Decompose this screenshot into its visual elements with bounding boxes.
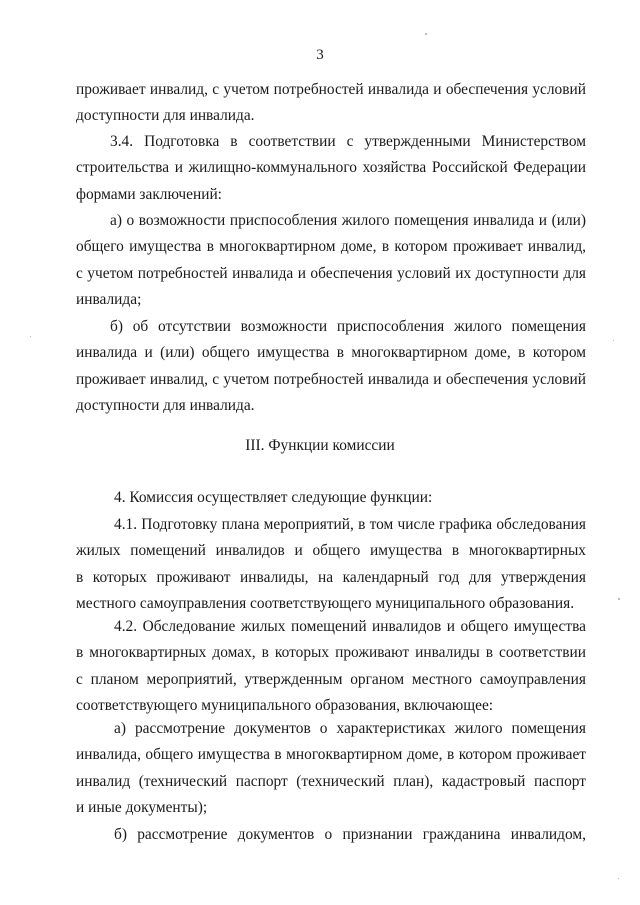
text-line: инвалид (технический паспорт (технический план), кадастровый паспорт — [76, 772, 586, 790]
paragraph-continuation — [76, 77, 586, 130]
text-line: местного самоуправления соответствующего муниципального образования. — [76, 594, 575, 612]
scan-speck — [613, 340, 614, 341]
text-line: доступности для инвалида. — [76, 396, 255, 414]
text-line: в многоквартирных домах, в которых проживают инвалиды в соответствии — [76, 644, 586, 662]
page-number: 3 — [316, 47, 324, 63]
scan-speck — [618, 878, 619, 879]
text-line: инвалида; — [76, 290, 142, 308]
text-line: а) о возможности приспособления жилого помещения инвалида и (или) — [110, 212, 586, 229]
paragraph-4 — [76, 485, 586, 511]
paragraph-4-2-b — [76, 822, 586, 848]
scan-speck — [425, 33, 427, 35]
paragraph-3-4 — [76, 129, 586, 208]
text-line: 4. Комиссия осуществляет следующие функции: — [114, 489, 433, 506]
section-heading: III. Функции комиссии — [245, 437, 395, 454]
text-line: 3.4. Подготовка в соответствии с утвержденными Министерством — [110, 133, 586, 150]
paragraph-4-2 — [76, 614, 586, 719]
text-line: с планом мероприятий, утвержденным органом местного самоуправления — [76, 670, 586, 688]
text-line: строительства и жилищно-коммунального хозяйства Российской Федерации — [76, 159, 586, 177]
text-line: 4.2. Обследование жилых помещений инвалидов и общего имущества — [114, 618, 586, 635]
paragraph-3-4-b — [76, 314, 586, 419]
text-line: формами заключений: — [76, 185, 222, 203]
text-line: инвалида и (или) общего имущества в многоквартирном доме, в котором — [76, 344, 586, 362]
text-line: доступности для инвалида. — [76, 107, 255, 125]
paragraph-3-4-a — [76, 208, 586, 313]
text-line: в которых проживают инвалиды, на календарный год для утверждения — [76, 568, 586, 586]
text-line: общего имущества в многоквартирном доме, в котором проживает инвалид, — [76, 238, 586, 256]
text-line: б) об отсутствии возможности приспособления жилого помещения — [110, 318, 586, 335]
paragraph-4-2-a — [76, 716, 586, 821]
text-line: соответствующего муниципального образования, включающее: — [76, 696, 494, 714]
paragraph-4-1 — [76, 512, 586, 617]
scan-speck — [30, 336, 31, 337]
text-line: проживает инвалид, с учетом потребностей инвалида и обеспечения условий — [76, 370, 586, 388]
text-line: а) рассмотрение документов о характеристиках жилого помещения — [114, 720, 586, 737]
text-line: жилых помещений инвалидов и общего имущества в многоквартирных — [76, 542, 586, 560]
scan-speck — [618, 598, 620, 600]
text-line: б) рассмотрение документов о признании гражданина инвалидом, — [114, 826, 586, 843]
text-line: 4.1. Подготовку плана мероприятий, в том числе графика обследования — [114, 516, 586, 533]
text-line: проживает инвалид, с учетом потребностей инвалида и обеспечения условий — [76, 81, 586, 98]
text-line: инвалида, общего имущества в многоквартирном доме, в котором проживает — [76, 746, 586, 764]
text-line: и иные документы); — [76, 798, 208, 816]
text-line: с учетом потребностей инвалида и обеспечения условий их доступности для — [76, 264, 586, 282]
